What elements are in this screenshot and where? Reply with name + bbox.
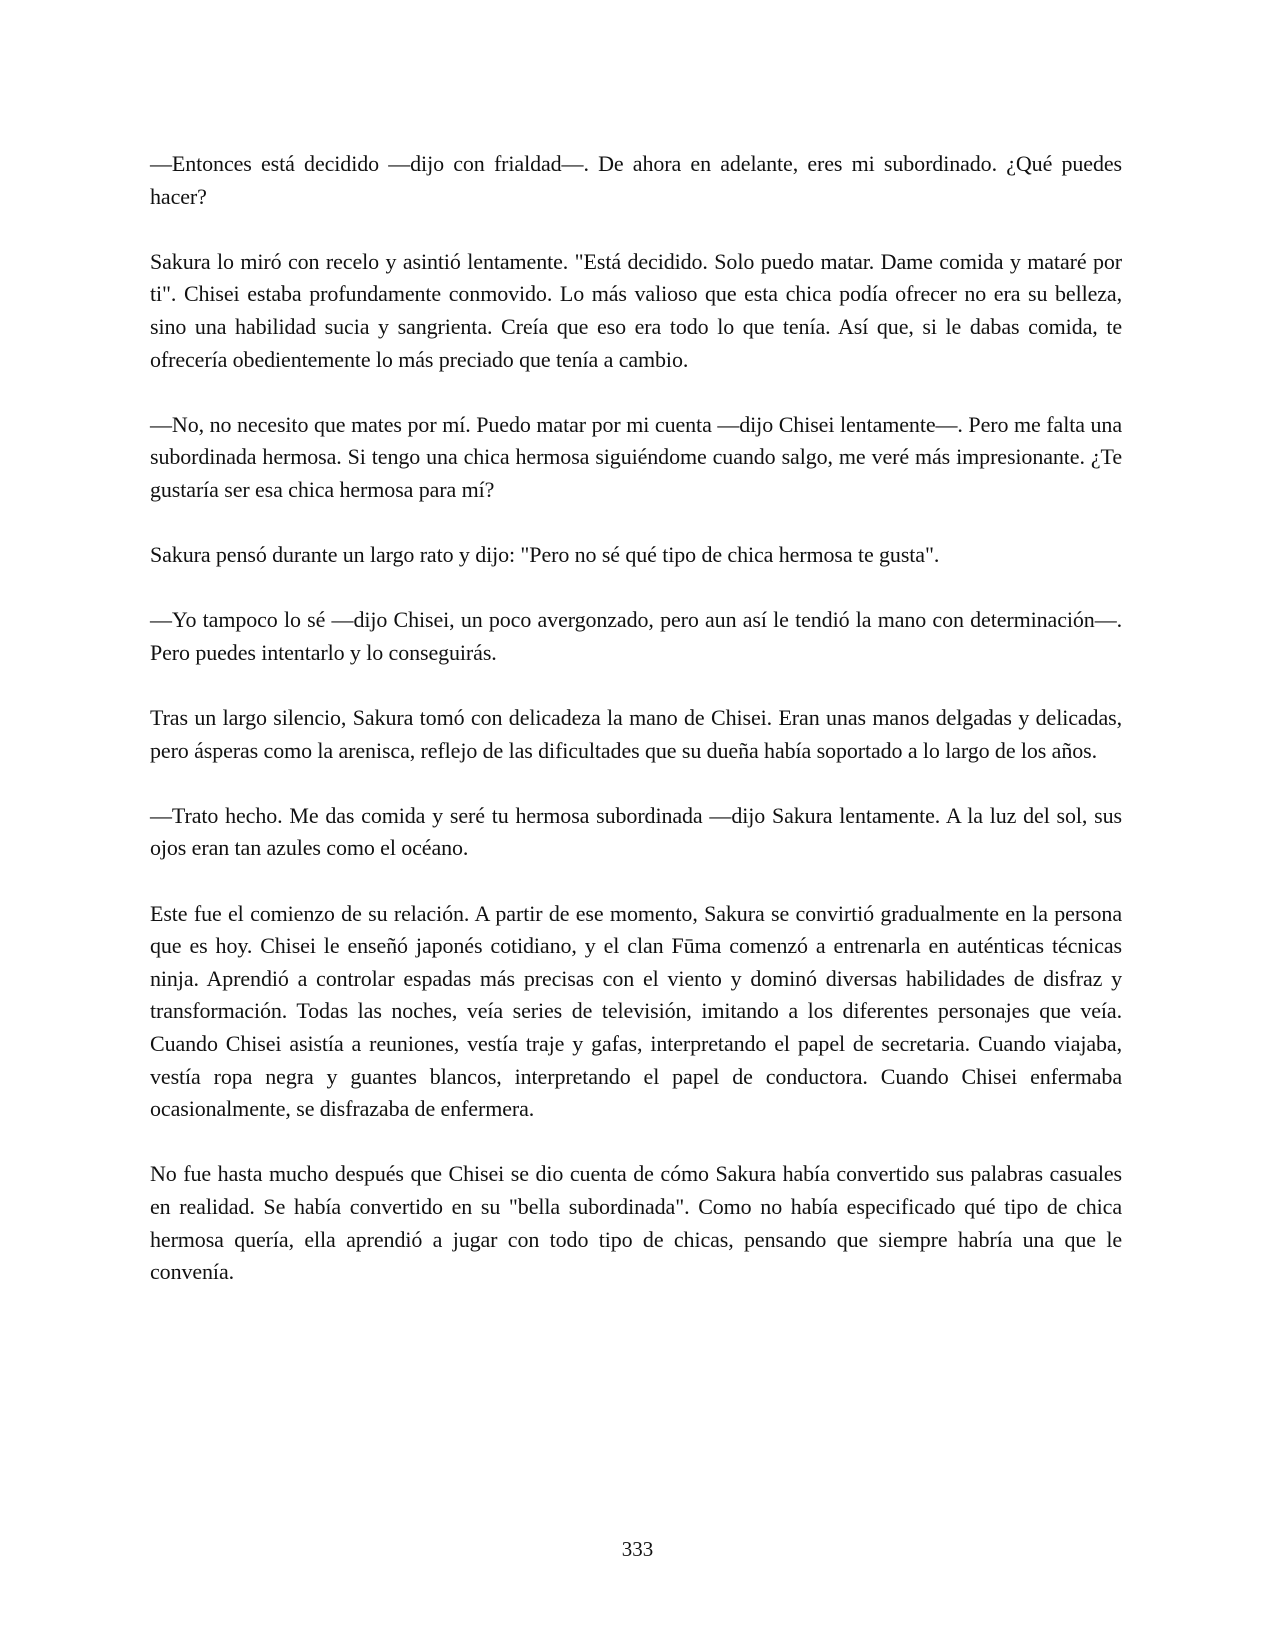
paragraph-1: —Entonces está decidido —dijo con frialdad—. De ahora en adelante, eres mi subordinado. ¿Qué puedes hacer? — [150, 151, 1122, 209]
paragraph-2: Sakura lo miró con recelo y asintió lentamente. "Está decidido. Solo puedo matar. Dame comida y mataré por ti". Chisei estaba profundamente conmovido. Lo más valioso que esta chica podía ofrecer no era su belleza, sino una habilidad sucia y sangrienta. Creía que eso era todo lo que tenía. Así que, si le dabas comida, te ofrecería obedientemente lo más preciado que tenía a cambio. — [150, 248, 1122, 372]
paragraph-6: Tras un largo silencio, Sakura tomó con delicadeza la mano de Chisei. Eran unas manos delgadas y delicadas, pero ásperas como la arenisca, reflejo de las dificultades que su dueña había soportado a lo largo de los años. — [150, 705, 1122, 763]
paragraph-7: —Trato hecho. Me das comida y seré tu hermosa subordinada —dijo Sakura lentamente. A la luz del sol, sus ojos eran tan azules como el océano. — [150, 802, 1122, 861]
paragraph-5: —Yo tampoco lo sé —dijo Chisei, un poco avergonzado, pero aun así le tendió la mano con determinación—. Pero puedes intentarlo y lo conseguirás. — [150, 607, 1122, 665]
paragraph-9: No fue hasta mucho después que Chisei se dio cuenta de cómo Sakura había convertido sus palabras casuales en realidad. Se había convertido en su "bella subordinada". Como no había especificado qué tipo de chica hermosa quería, ella aprendió a jugar con todo tipo de chicas, pensando que siempre habría una que le convenía. — [150, 1161, 1122, 1285]
paragraph-3: —No, no necesito que mates por mí. Puedo matar por mi cuenta —dijo Chisei lentamente—. Pero me falta una subordinada hermosa. Si tengo una chica hermosa siguiéndome cuando salgo, me veré más impresionante. ¿Te gustaría ser esa chica hermosa para mí? — [150, 411, 1122, 502]
paragraph-8: Este fue el comienzo de su relación. A partir de ese momento, Sakura se convirtió gradualmente en la persona que es hoy. Chisei le enseñó japonés cotidiano, y el clan Fūma comenzó a entrenarla en auténticas técnicas ninja. Aprendió a controlar espadas más precisas con el viento y dominó diversas habilidades de disfraz y transformación. Todas las noches, veía series de televisión, imitando a los diferentes personajes que veía. Cuando Chisei asistía a reuniones, vestía traje y gafas, interpretando el papel de secretaria. Cuando viajaba, vestía ropa negra y guantes blancos, interpretando el papel de conductora. Cuando Chisei enfermaba ocasionalmente, se disfrazaba de enfermera. — [150, 900, 1122, 1122]
page-number: 333 — [621, 1537, 654, 1561]
paragraph-4: Sakura pensó durante un largo rato y dijo: "Pero no sé qué tipo de chica hermosa te gusta". — [150, 542, 940, 568]
body-text — [150, 148, 1122, 1321]
